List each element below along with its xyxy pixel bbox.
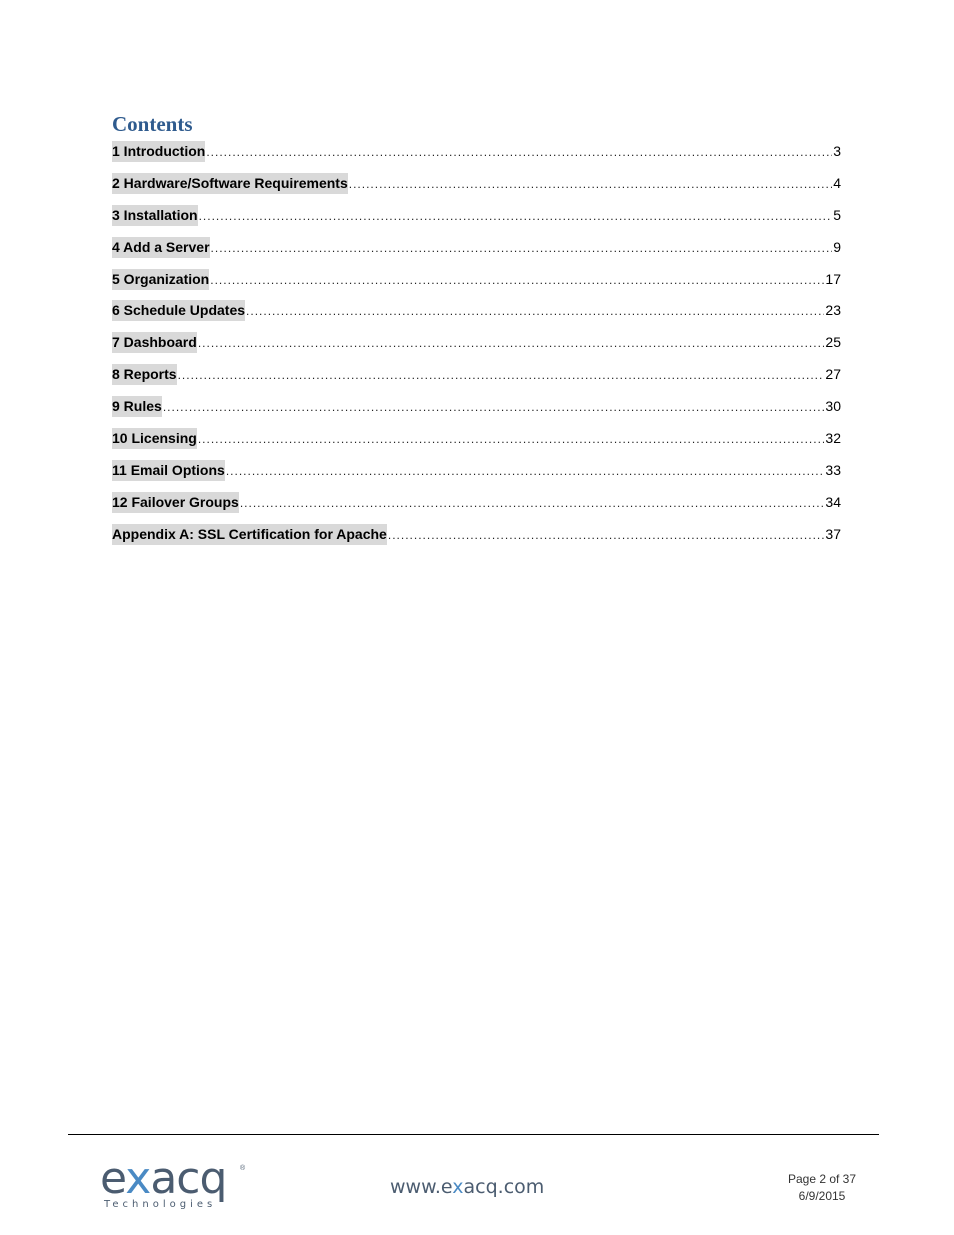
toc-dot-leader <box>198 432 825 446</box>
page-number-label: Page 2 of 37 <box>787 1172 857 1186</box>
website-url <box>390 1176 544 1198</box>
toc-entry-9[interactable] <box>112 396 841 417</box>
toc-entry-page-number: 37 <box>825 525 841 542</box>
toc-dot-leader <box>199 209 833 223</box>
toc-entry-label[interactable]: 12 Failover Groups <box>112 492 239 513</box>
toc-entry-page-number: 30 <box>825 398 841 415</box>
toc-dot-leader <box>211 241 833 255</box>
website-prefix: www.e <box>390 1176 453 1198</box>
toc-entry-12[interactable] <box>112 492 841 513</box>
toc-entry-page-number: 23 <box>825 302 841 319</box>
toc-entry-page-number: 25 <box>825 334 841 351</box>
logo-word-x: x <box>125 1153 151 1204</box>
toc-entry-1[interactable] <box>112 141 841 162</box>
toc-entry-5[interactable] <box>112 269 841 290</box>
toc-entry-3[interactable] <box>112 205 841 226</box>
toc-entry-2[interactable] <box>112 173 841 194</box>
toc-entry-page-number: 17 <box>825 270 841 287</box>
toc-entry-label[interactable]: 9 Rules <box>112 396 162 417</box>
website-x: x <box>452 1176 464 1198</box>
toc-dot-leader <box>246 304 824 318</box>
document-date: 6/9/2015 <box>798 1189 846 1203</box>
toc-entry-label[interactable]: 7 Dashboard <box>112 332 197 353</box>
toc-entry-page-number: 34 <box>825 493 841 510</box>
toc-entry-label[interactable]: 8 Reports <box>112 364 177 385</box>
page-meta <box>772 1171 872 1205</box>
toc-entry-10[interactable] <box>112 428 841 449</box>
toc-dot-leader <box>163 400 825 414</box>
toc-entry-label[interactable]: 1 Introduction <box>112 141 205 162</box>
logo-wordmark <box>100 1153 227 1204</box>
toc-dot-leader <box>206 145 832 159</box>
toc-entry-label[interactable]: 4 Add a Server <box>112 237 210 258</box>
logo-word-end: acq <box>150 1153 227 1204</box>
registered-mark: ® <box>240 1165 246 1172</box>
toc-entry-label[interactable]: 11 Email Options <box>112 460 225 481</box>
toc-entry-label[interactable]: 10 Licensing <box>112 428 197 449</box>
toc-dot-leader <box>349 177 832 191</box>
toc-entry-page-number: 4 <box>833 174 841 191</box>
logo-word-start: e <box>100 1153 126 1204</box>
contents-heading: Contents <box>112 112 193 136</box>
toc-entry-8[interactable] <box>112 364 841 385</box>
toc-entry-label[interactable]: 3 Installation <box>112 205 198 226</box>
toc-entry-label[interactable]: 2 Hardware/Software Requirements <box>112 173 348 194</box>
toc-dot-leader <box>178 368 825 382</box>
toc-dot-leader <box>210 273 824 287</box>
toc-entry-label[interactable]: Appendix A: SSL Certification for Apache <box>112 524 387 545</box>
table-of-contents <box>112 141 841 556</box>
toc-entry-page-number: 5 <box>833 206 841 223</box>
toc-entry-page-number: 3 <box>833 143 841 159</box>
logo-tagline: Technologies <box>104 1199 217 1210</box>
toc-entry-label[interactable]: 6 Schedule Updates <box>112 300 245 321</box>
toc-entry-11[interactable] <box>112 460 841 481</box>
toc-dot-leader <box>226 464 825 478</box>
toc-entry-page-number: 33 <box>825 461 841 478</box>
toc-entry-label[interactable]: 5 Organization <box>112 269 209 290</box>
toc-entry-page-number: 27 <box>825 366 841 383</box>
toc-dot-leader <box>240 496 825 510</box>
toc-entry-page-number: 32 <box>825 430 841 447</box>
website-suffix: acq.com <box>463 1176 545 1198</box>
toc-entry-13[interactable] <box>112 524 841 545</box>
footer-divider <box>68 1134 879 1135</box>
toc-entry-7[interactable] <box>112 332 841 353</box>
toc-entry-4[interactable] <box>112 237 841 258</box>
toc-dot-leader <box>198 336 825 350</box>
toc-entry-page-number: 9 <box>833 238 841 255</box>
exacq-logo <box>100 1153 250 1213</box>
toc-entry-6[interactable] <box>112 300 841 321</box>
toc-dot-leader <box>388 528 825 542</box>
